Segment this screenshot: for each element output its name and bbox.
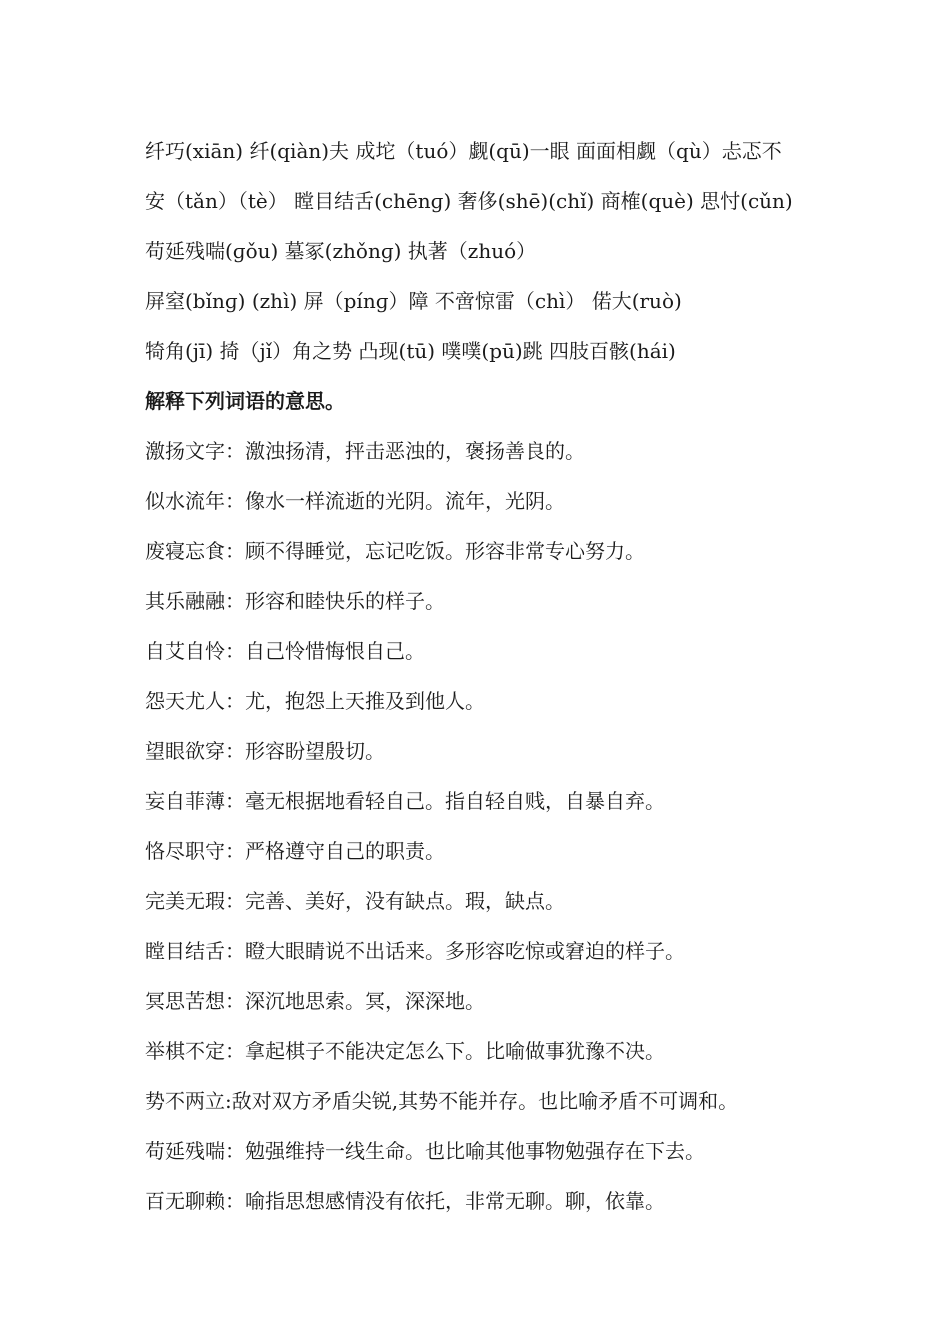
definition-separator: ： — [225, 489, 245, 513]
definition-item — [145, 1182, 825, 1232]
definition-separator: ： — [225, 839, 245, 863]
definition-item — [145, 432, 825, 482]
pinyin-line: 犄角(jī) 掎（jǐ）角之势 凸现(tū) 噗噗(pū)跳 四肢百骸(hái) — [145, 339, 676, 363]
definition-separator: ： — [225, 539, 245, 563]
definition-term: 激扬文字 — [145, 439, 225, 463]
definition-text: 形容和睦快乐的样子。 — [245, 589, 445, 613]
definition-text: 喻指思想感情没有依托，非常无聊。聊，依靠。 — [245, 1189, 665, 1213]
definition-text: 勉强维持一线生命。也比喻其他事物勉强存在下去。 — [245, 1139, 705, 1163]
definition-separator: ： — [225, 1039, 245, 1063]
pinyin-line: 纤巧(xiān) 纤(qiàn)夫 成坨（tuó）觑(qū)一眼 面面相觑（qù）忐忑不 — [145, 139, 782, 163]
definition-term: 似水流年 — [145, 489, 225, 513]
definition-separator: ： — [225, 939, 245, 963]
definition-item — [145, 932, 825, 982]
definition-text: 毫无根据地看轻自己。指自轻自贱，自暴自弃。 — [245, 789, 665, 813]
definition-text: 拿起棋子不能决定怎么下。比喻做事犹豫不决。 — [245, 1039, 665, 1063]
definition-term: 百无聊赖 — [145, 1189, 225, 1213]
definition-text: 敌对双方矛盾尖锐,其势不能并存。也比喻矛盾不可调和。 — [231, 1089, 739, 1113]
pinyin-line: 安（tǎn）（tè） 瞠目结舌(chēnɡ) 奢侈(shē)(chǐ) 商榷(què) 思忖(cǔn) — [145, 189, 793, 213]
definition-term: 其乐融融 — [145, 589, 225, 613]
definition-term: 举棋不定 — [145, 1039, 225, 1063]
definition-text: 形容盼望殷切。 — [245, 739, 385, 763]
definition-separator: ： — [225, 789, 245, 813]
definition-term: 冥思苦想 — [145, 989, 225, 1013]
definition-separator: : — [225, 1089, 232, 1113]
definition-item — [145, 1132, 825, 1182]
definition-separator: ： — [225, 739, 245, 763]
definition-item — [145, 1082, 825, 1132]
definition-text: 瞪大眼睛说不出话来。多形容吃惊或窘迫的样子。 — [245, 939, 685, 963]
definition-text: 严格遵守自己的职责。 — [245, 839, 445, 863]
definition-separator: ： — [225, 689, 245, 713]
definition-item — [145, 482, 825, 532]
definition-term: 苟延残喘 — [145, 1139, 225, 1163]
definition-item — [145, 982, 825, 1032]
definition-text: 完善、美好，没有缺点。瑕，缺点。 — [245, 889, 565, 913]
definition-item — [145, 532, 825, 582]
definition-item — [145, 582, 825, 632]
definition-text: 顾不得睡觉，忘记吃饭。形容非常专心努力。 — [245, 539, 645, 563]
definition-separator: ： — [225, 639, 245, 663]
definition-term: 望眼欲穿 — [145, 739, 225, 763]
pinyin-line: 屏窒(bǐnɡ) (zhì) 屏（pínɡ）障 不啻惊雷（chì） 偌大(ruò) — [145, 289, 682, 313]
definition-term: 自艾自怜 — [145, 639, 225, 663]
definition-item — [145, 782, 825, 832]
definition-separator: ： — [225, 889, 245, 913]
definition-term: 恪尽职守 — [145, 839, 225, 863]
pinyin-line: 苟延残喘(ɡǒu) 墓冢(zhǒnɡ) 执著（zhuó） — [145, 239, 537, 263]
definition-text: 深沉地思索。冥，深深地。 — [245, 989, 485, 1013]
definition-item — [145, 682, 825, 732]
definition-item — [145, 882, 825, 932]
definition-term: 妄自菲薄 — [145, 789, 225, 813]
definition-item — [145, 632, 825, 682]
definition-item — [145, 732, 825, 782]
section-heading: 解释下列词语的意思。 — [145, 389, 345, 413]
definition-term: 势不两立 — [145, 1089, 225, 1113]
definition-separator: ： — [225, 589, 245, 613]
definition-text: 自己怜惜悔恨自己。 — [245, 639, 425, 663]
document-page — [145, 132, 825, 1232]
definition-term: 瞠目结舌 — [145, 939, 225, 963]
definition-separator: ： — [225, 989, 245, 1013]
definition-term: 废寝忘食 — [145, 539, 225, 563]
definition-item — [145, 832, 825, 882]
definition-separator: ： — [225, 1139, 245, 1163]
definition-text: 像水一样流逝的光阴。流年，光阴。 — [245, 489, 565, 513]
definition-text: 尤，抱怨上天推及到他人。 — [245, 689, 485, 713]
definition-term: 怨天尤人 — [145, 689, 225, 713]
definition-item — [145, 1032, 825, 1082]
definition-term: 完美无瑕 — [145, 889, 225, 913]
definition-separator: ： — [225, 439, 245, 463]
definition-separator: ： — [225, 1189, 245, 1213]
definition-text: 激浊扬清，抨击恶浊的，褒扬善良的。 — [245, 439, 585, 463]
